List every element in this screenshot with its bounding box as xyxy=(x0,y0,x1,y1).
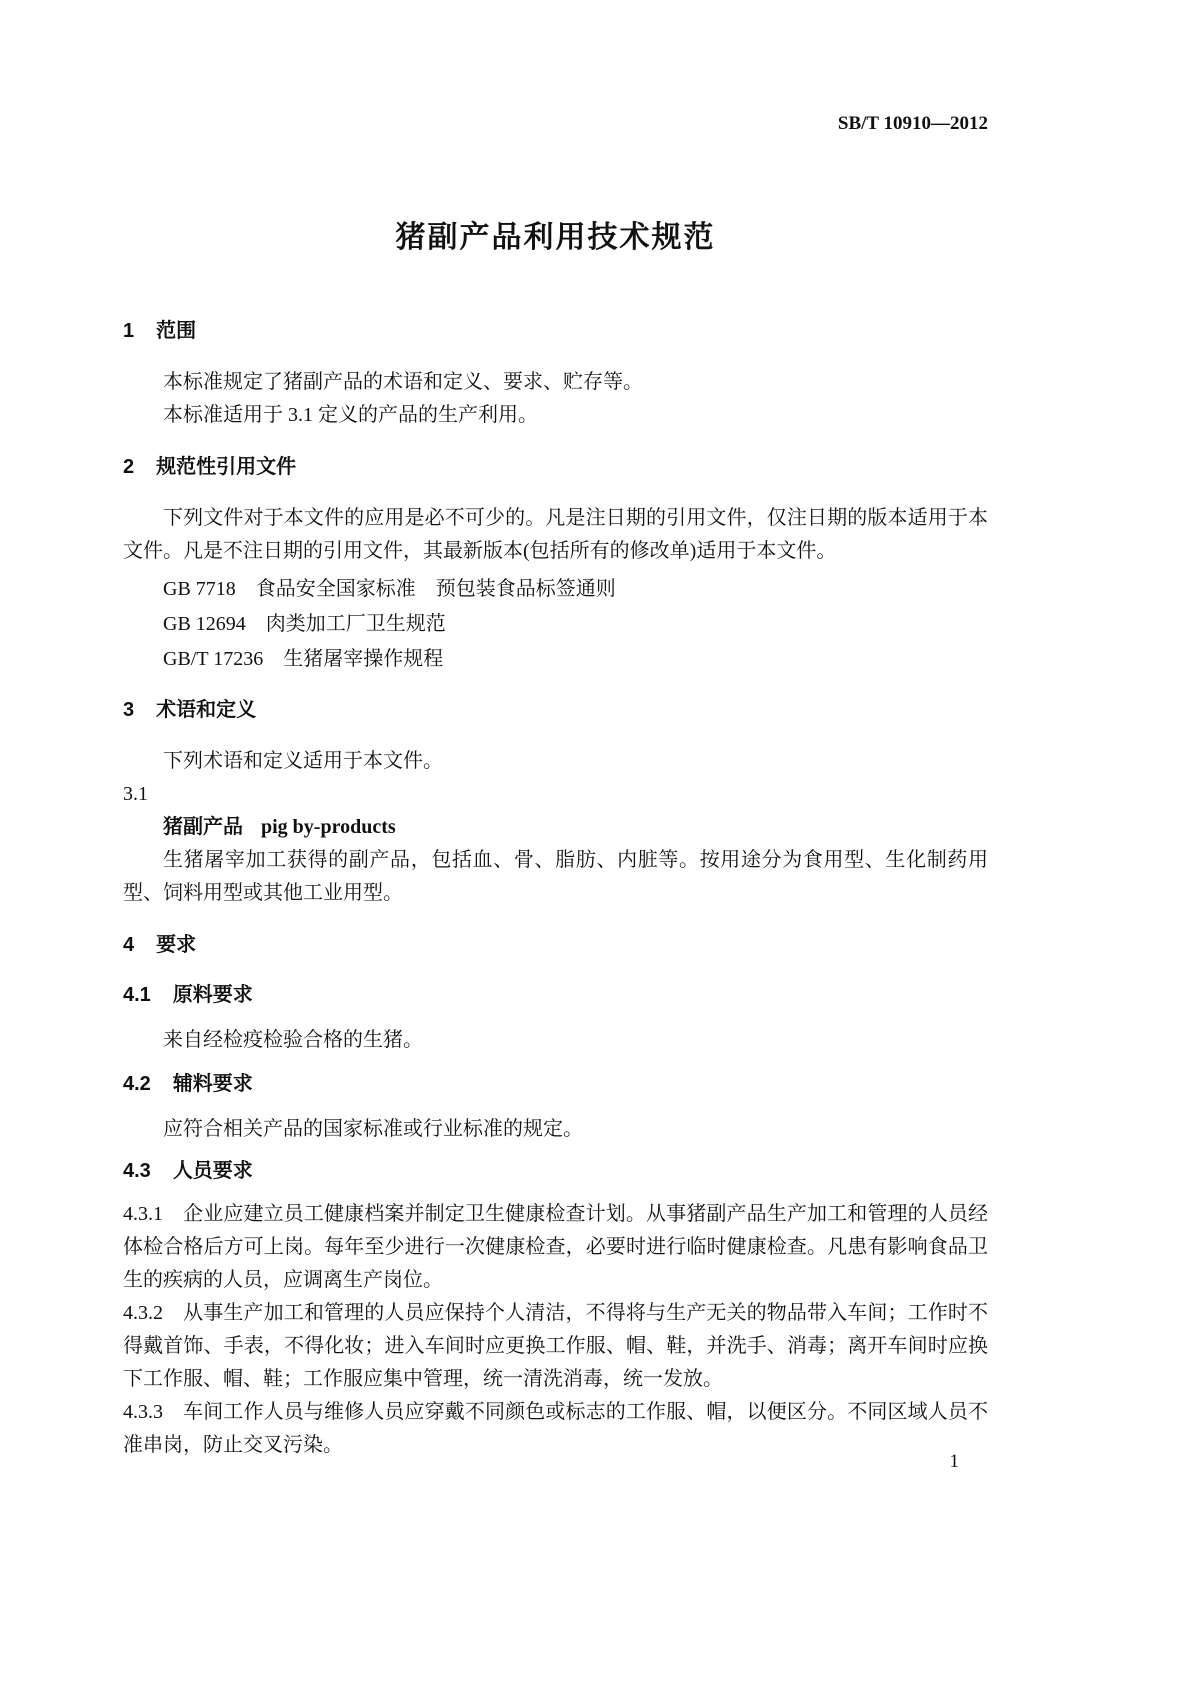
section-4-1-number: 4.1 xyxy=(123,984,151,1006)
clause-4-3-3 xyxy=(123,1396,988,1462)
clause-4-3-3-number: 4.3.3 xyxy=(123,1401,163,1423)
term-definition: 生猪屠宰加工获得的副产品，包括血、骨、脂肪、内脏等。按用途分为食用型、生化制药用型、饲料用型或其他工业用型。 xyxy=(123,849,988,904)
clause-4-3-1-number: 4.3.1 xyxy=(123,1203,163,1225)
page-number: 1 xyxy=(949,1451,959,1472)
section-4-3-number: 4.3 xyxy=(123,1160,151,1182)
term-number: 3.1 xyxy=(123,783,148,805)
clause-4-3-3-text: 车间工作人员与维修人员应穿戴不同颜色或标志的工作服、帽，以便区分。不同区域人员不准串岗，防止交叉污染。 xyxy=(123,1401,988,1456)
section-4-number: 4 xyxy=(123,934,135,956)
section-2-label: 规范性引用文件 xyxy=(156,456,297,478)
section-3-heading xyxy=(123,697,988,723)
section-4-label: 要求 xyxy=(156,934,197,956)
section-4-2-heading xyxy=(123,1071,988,1097)
term-chinese: 猪副产品 xyxy=(163,816,243,838)
section-2-paragraph-1: 下列文件对于本文件的应用是必不可少的。凡是注日期的引用文件，仅注日期的版本适用于本文件。凡是不注日期的引用文件，其最新版本(包括所有的修改单)适用于本文件。 xyxy=(123,507,988,562)
section-2-number: 2 xyxy=(123,456,135,478)
section-3-paragraph-1: 下列术语和定义适用于本文件。 xyxy=(163,750,443,772)
section-4-1-paragraph: 来自经检疫检验合格的生猪。 xyxy=(163,1029,423,1051)
clause-4-3-2-text: 从事生产加工和管理的人员应保持个人清洁，不得将与生产无关的物品带入车间；工作时不得戴首饰、手表，不得化妆；进入车间时应更换工作服、帽、鞋，并洗手、消毒；离开车间时应换下工作服、帽、鞋；工作服应集中管理，统一清洗消毒，统一发放。 xyxy=(123,1302,988,1390)
section-4-3-label: 人员要求 xyxy=(172,1160,253,1182)
section-1-paragraph-1: 本标准规定了猪副产品的术语和定义、要求、贮存等。 xyxy=(163,371,643,393)
section-1-heading xyxy=(123,318,988,344)
term-english: pig by-products xyxy=(261,816,396,838)
section-1-paragraph-2: 本标准适用于 3.1 定义的产品的生产利用。 xyxy=(163,404,538,426)
section-1-label: 范围 xyxy=(156,320,197,342)
reference-item: GB 7718 食品安全国家标准 预包装食品标签通则 xyxy=(163,578,616,600)
reference-item: GB/T 17236 生猪屠宰操作规程 xyxy=(163,648,444,670)
section-4-1-label: 原料要求 xyxy=(172,984,253,1006)
section-4-heading xyxy=(123,932,988,958)
term-entry xyxy=(163,811,988,844)
section-1-number: 1 xyxy=(123,320,135,342)
clause-4-3-2-number: 4.3.2 xyxy=(123,1302,163,1324)
section-3-number: 3 xyxy=(123,699,135,721)
section-4-2-label: 辅料要求 xyxy=(172,1073,253,1095)
clause-4-3-1 xyxy=(123,1198,988,1297)
section-4-2-number: 4.2 xyxy=(123,1073,151,1095)
reference-item: GB 12694 肉类加工厂卫生规范 xyxy=(163,613,446,635)
normative-references-list xyxy=(123,572,988,677)
section-2-heading xyxy=(123,454,988,480)
section-4-1-heading xyxy=(123,982,988,1008)
section-4-3-heading xyxy=(123,1158,988,1184)
document-title: 猪副产品利用技术规范 xyxy=(395,221,716,254)
doc-number: SB/T 10910—2012 xyxy=(837,113,988,134)
section-4-2-paragraph: 应符合相关产品的国家标准或行业标准的规定。 xyxy=(163,1118,583,1140)
clause-4-3-2 xyxy=(123,1297,988,1396)
clause-4-3-1-text: 企业应建立员工健康档案并制定卫生健康检查计划。从事猪副产品生产加工和管理的人员经体检合格后方可上岗。每年至少进行一次健康检查，必要时进行临时健康检查。凡患有影响食品卫生的疾病的人员，应调离生产岗位。 xyxy=(123,1203,988,1291)
section-3-label: 术语和定义 xyxy=(156,699,257,721)
